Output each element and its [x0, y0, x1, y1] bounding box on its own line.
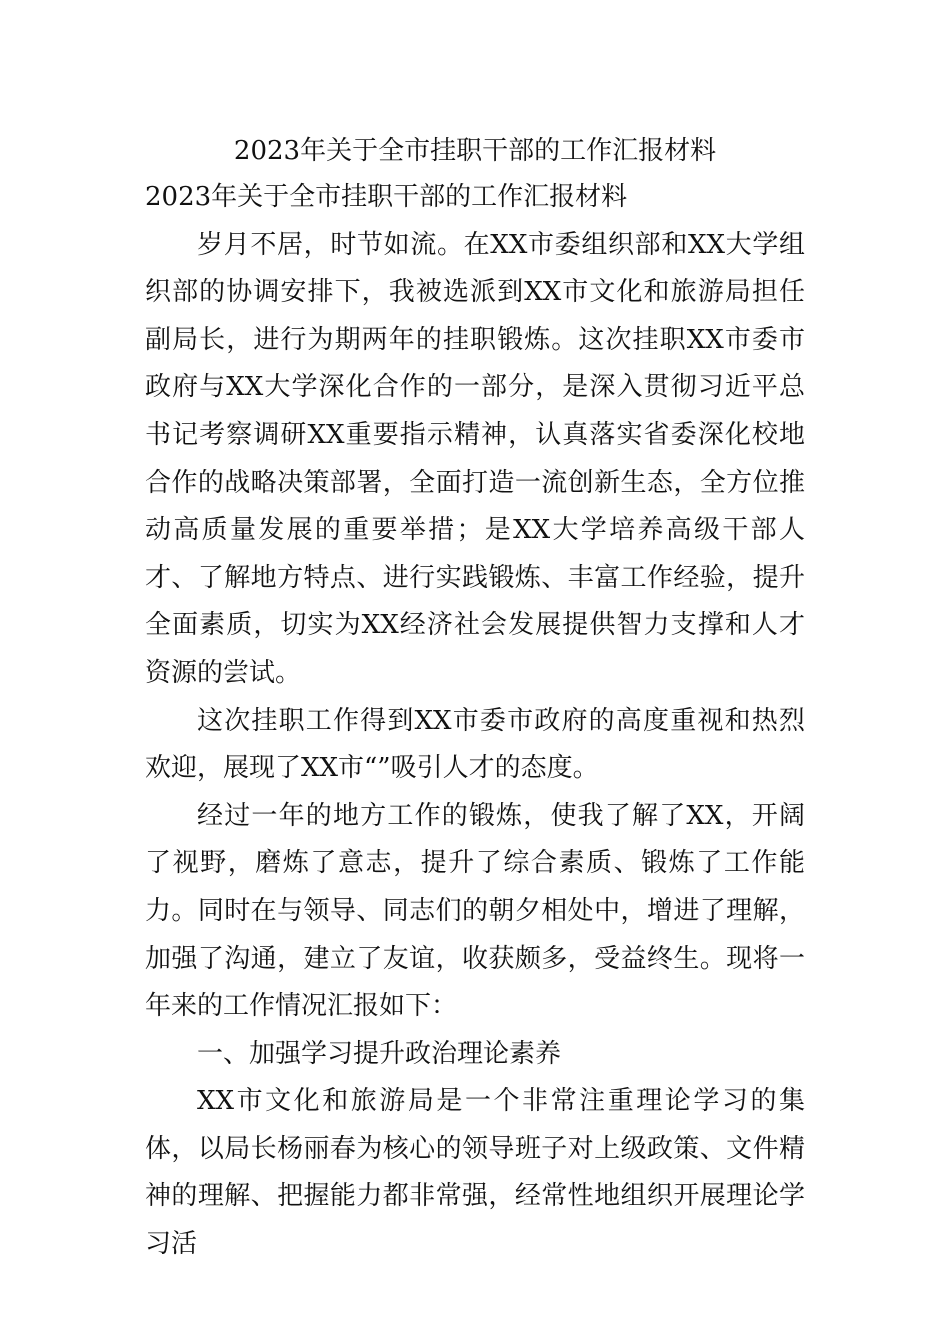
- subtitle-paragraph: 2023年关于全市挂职干部的工作汇报材料: [145, 182, 628, 212]
- body-paragraph-4: XX市文化和旅游局是一个非常注重理论学习的集体，以局长杨丽春为核心的领导班子对上级政策、文件精神的理解、把握能力都非常强，经常性地组织开展理论学习活: [145, 1086, 805, 1260]
- body-paragraph-2: 这次挂职工作得到XX市委市政府的高度重视和热烈欢迎，展现了XX市“”吸引人才的态度。: [145, 705, 805, 784]
- document-body: [145, 174, 805, 1269]
- body-paragraph-3: 经过一年的地方工作的锻炼，使我了解了XX，开阔了视野，磨炼了意志，提升了综合素质、锻炼了工作能力。同时在与领导、同志们的朝夕相处中，增进了理解，加强了沟通，建立了友谊，收获颇多，受益终生。现将一年来的工作情况汇报如下：: [145, 800, 805, 1022]
- body-paragraph-1: 岁月不居，时节如流。在XX市委组织部和XX大学组织部的协调安排下，我被选派到XX市文化和旅游局担任副局长，进行为期两年的挂职锻炼。这次挂职XX市委市政府与XX大学深化合作的一部分，是深入贯彻习近平总书记考察调研XX重要指示精神，认真落实省委深化校地合作的战略决策部署，全面打造一流创新生态，全方位推动高质量发展的重要举措；是XX大学培养高级干部人才、了解地方特点、进行实践锻炼、丰富工作经验，提升全面素质，切实为XX经济社会发展提供智力支撑和人才资源的尝试。: [145, 229, 805, 688]
- document-title: 2023年关于全市挂职干部的工作汇报材料: [233, 136, 717, 166]
- section-heading-1: 一、加强学习提升政治理论素养: [197, 1038, 562, 1069]
